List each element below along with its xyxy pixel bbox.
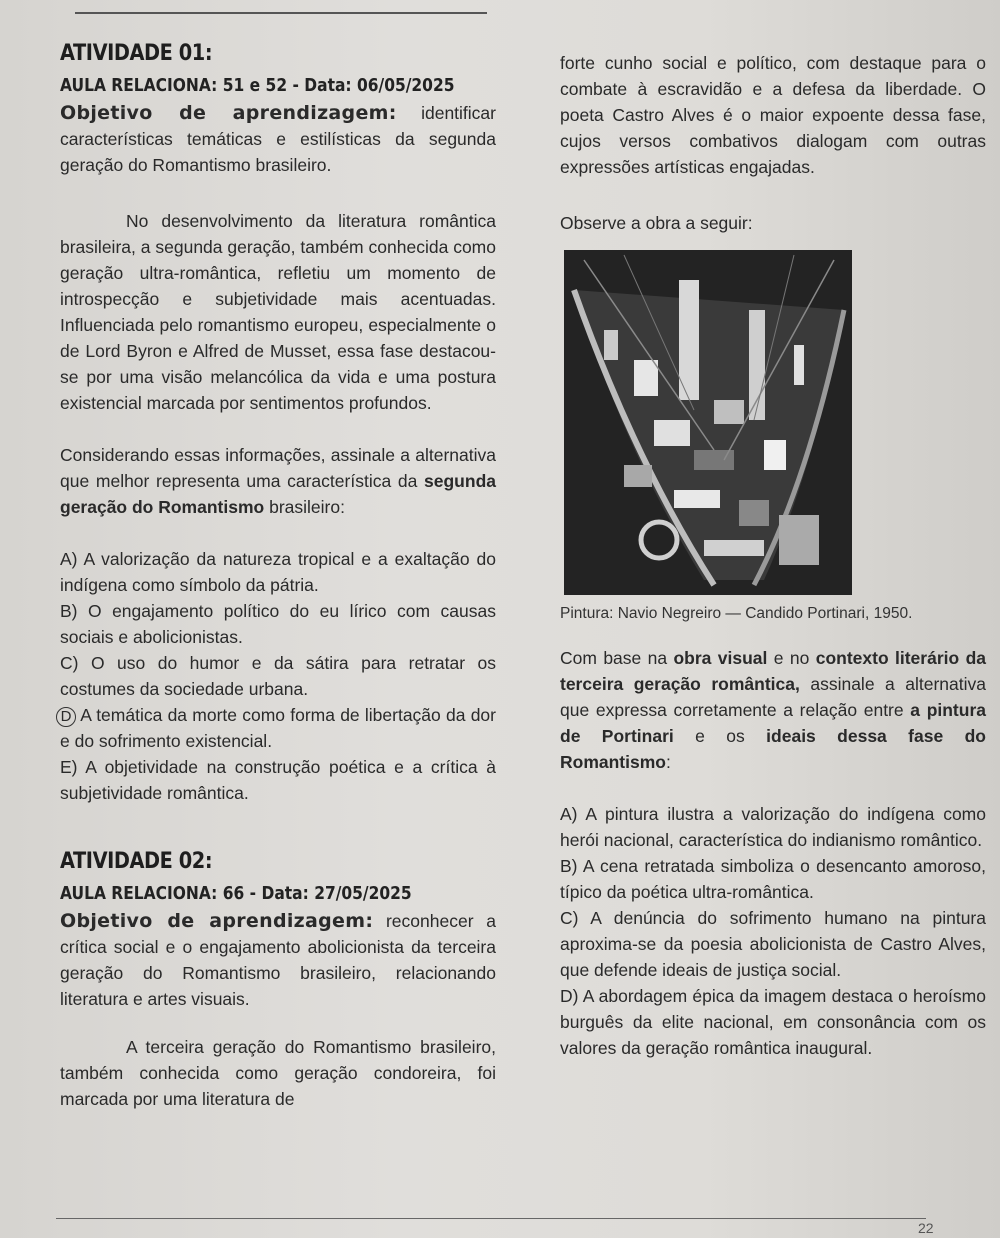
activity1-paragraph: No desenvolvimento da literatura romântica brasileira, a segunda geração, também conhecida como geração ultra-romântica, refletiu um momento de introspecção e subjetividade mais acentuadas. Influenciada pelo romantismo europeu, especialmente o de Lord Byron e Alfred de Musset, essa fase destacou-se por uma visão melancólica da vida e uma postura existencial marcada por sentimentos profundos. xyxy=(60,211,496,413)
option-letter: C) xyxy=(60,653,79,673)
option-letter: C) xyxy=(560,908,579,928)
activity2-option-a[interactable] xyxy=(560,801,986,853)
q-text: e os xyxy=(695,726,745,746)
top-divider xyxy=(75,12,487,14)
q-bold: ideais dessa fase do Romantismo xyxy=(560,726,986,772)
option-text: O uso do humor e da sátira para retratar os costumes da sociedade urbana. xyxy=(60,653,496,699)
q-text: e no xyxy=(773,648,810,668)
activity1-question-bold: segunda geração do Romantismo xyxy=(60,471,496,517)
activity2-paragraph-left: A terceira geração do Romantismo brasileiro, também conhecida como geração condoreira, foi marcada por uma literatura de xyxy=(60,1037,496,1109)
left-column xyxy=(60,40,496,1112)
activity1-option-a[interactable] xyxy=(60,546,496,598)
ship-illustration xyxy=(564,250,852,595)
option-text: A objetividade na construção poética e a crítica à subjetividade romântica. xyxy=(60,757,496,803)
painting-navio-negreiro xyxy=(564,250,852,595)
activity1-aula: AULA RELACIONA: 51 e 52 - Data: 06/05/2025 xyxy=(60,75,455,96)
activity2-aula: AULA RELACIONA: 66 - Data: 27/05/2025 xyxy=(60,883,412,904)
activity1-objective-label: Objetivo de aprendizagem: xyxy=(60,102,397,124)
option-text: O engajamento político do eu lírico com causas sociais e abolicionistas. xyxy=(60,601,496,647)
option-letter: A) xyxy=(560,804,578,824)
option-text: A valorização da natureza tropical e a exaltação do indígena como símbolo da pátria. xyxy=(60,549,496,595)
q-bold: a pintura de Portinari xyxy=(560,700,986,746)
activity2-options xyxy=(560,801,986,1061)
option-text: A denúncia do sofrimento humano na pintura aproxima-se da poesia abolicionista de Castro Alves, que defende ideais de justiça social. xyxy=(560,908,986,980)
observe-label: Observe a obra a seguir: xyxy=(560,213,753,233)
q-text: : xyxy=(665,752,671,772)
activity1-option-b[interactable] xyxy=(60,598,496,650)
activity2-option-d[interactable] xyxy=(560,983,986,1061)
q-text: Com base na xyxy=(560,648,668,668)
option-text: A cena retratada simboliza o desencanto amoroso, típico da poética ultra-romântica. xyxy=(560,856,986,902)
option-letter: D) xyxy=(560,986,579,1006)
activity1-option-c[interactable] xyxy=(60,650,496,702)
activity1-question xyxy=(60,442,496,520)
option-letter: B) xyxy=(560,856,578,876)
page-number: 22 xyxy=(918,1220,934,1236)
activity2-question xyxy=(560,645,986,775)
activity2-option-b[interactable] xyxy=(560,853,986,905)
q-text: assinale a alternativa que expressa corretamente a relação entre xyxy=(560,674,986,720)
option-text: A pintura ilustra a valorização do indígena como herói nacional, característica do indianismo romântico. xyxy=(560,804,986,850)
activity1-question-post: brasileiro: xyxy=(269,497,345,517)
activity2-objective-label: Objetivo de aprendizagem: xyxy=(60,910,374,932)
activity2-objective-text: reconhecer a crítica social e o engajamento abolicionista da terceira geração do Romantismo brasileiro, relacionando literatura e artes visuais. xyxy=(60,911,496,1009)
activity2-objective xyxy=(60,908,496,1012)
activity1-option-e[interactable] xyxy=(60,754,496,806)
selected-answer-circle: D xyxy=(56,707,76,727)
activity1-title: ATIVIDADE 01: xyxy=(60,41,213,66)
activity2-paragraph-right: forte cunho social e político, com destaque para o combate à escravidão e a defesa da liberdade. O poeta Castro Alves é o maior expoente dessa fase, cujos versos combativos dialogam com outras expressões artísticas engajadas. xyxy=(560,53,986,177)
activity1-objective-text: identificar características temáticas e estilísticas da segunda geração do Romantismo brasileiro. xyxy=(60,103,496,175)
option-text: A abordagem épica da imagem destaca o heroísmo burguês da elite nacional, em consonância com os valores da geração romântica inaugural. xyxy=(560,986,986,1058)
option-letter: E) xyxy=(60,757,78,777)
right-column xyxy=(560,50,986,1061)
activity1-options xyxy=(60,546,496,806)
painting-caption: Pintura: Navio Negreiro — Candido Portinari, 1950. xyxy=(560,605,913,622)
q-bold: obra visual xyxy=(673,648,768,668)
option-letter: B) xyxy=(60,601,78,621)
activity2-option-c[interactable] xyxy=(560,905,986,983)
activity1-question-pre: Considerando essas informações, assinale a alternativa que melhor representa uma característica da xyxy=(60,445,496,491)
activity1-objective xyxy=(60,100,496,178)
activity2-title: ATIVIDADE 02: xyxy=(60,849,213,874)
option-text: A temática da morte como forma de libertação da dor e do sofrimento existencial. xyxy=(60,705,496,751)
activity1-option-d-selected[interactable] xyxy=(60,702,496,754)
bottom-divider xyxy=(56,1218,926,1219)
q-bold: contexto literário da terceira geração romântica, xyxy=(560,648,986,694)
option-letter: A) xyxy=(60,549,78,569)
